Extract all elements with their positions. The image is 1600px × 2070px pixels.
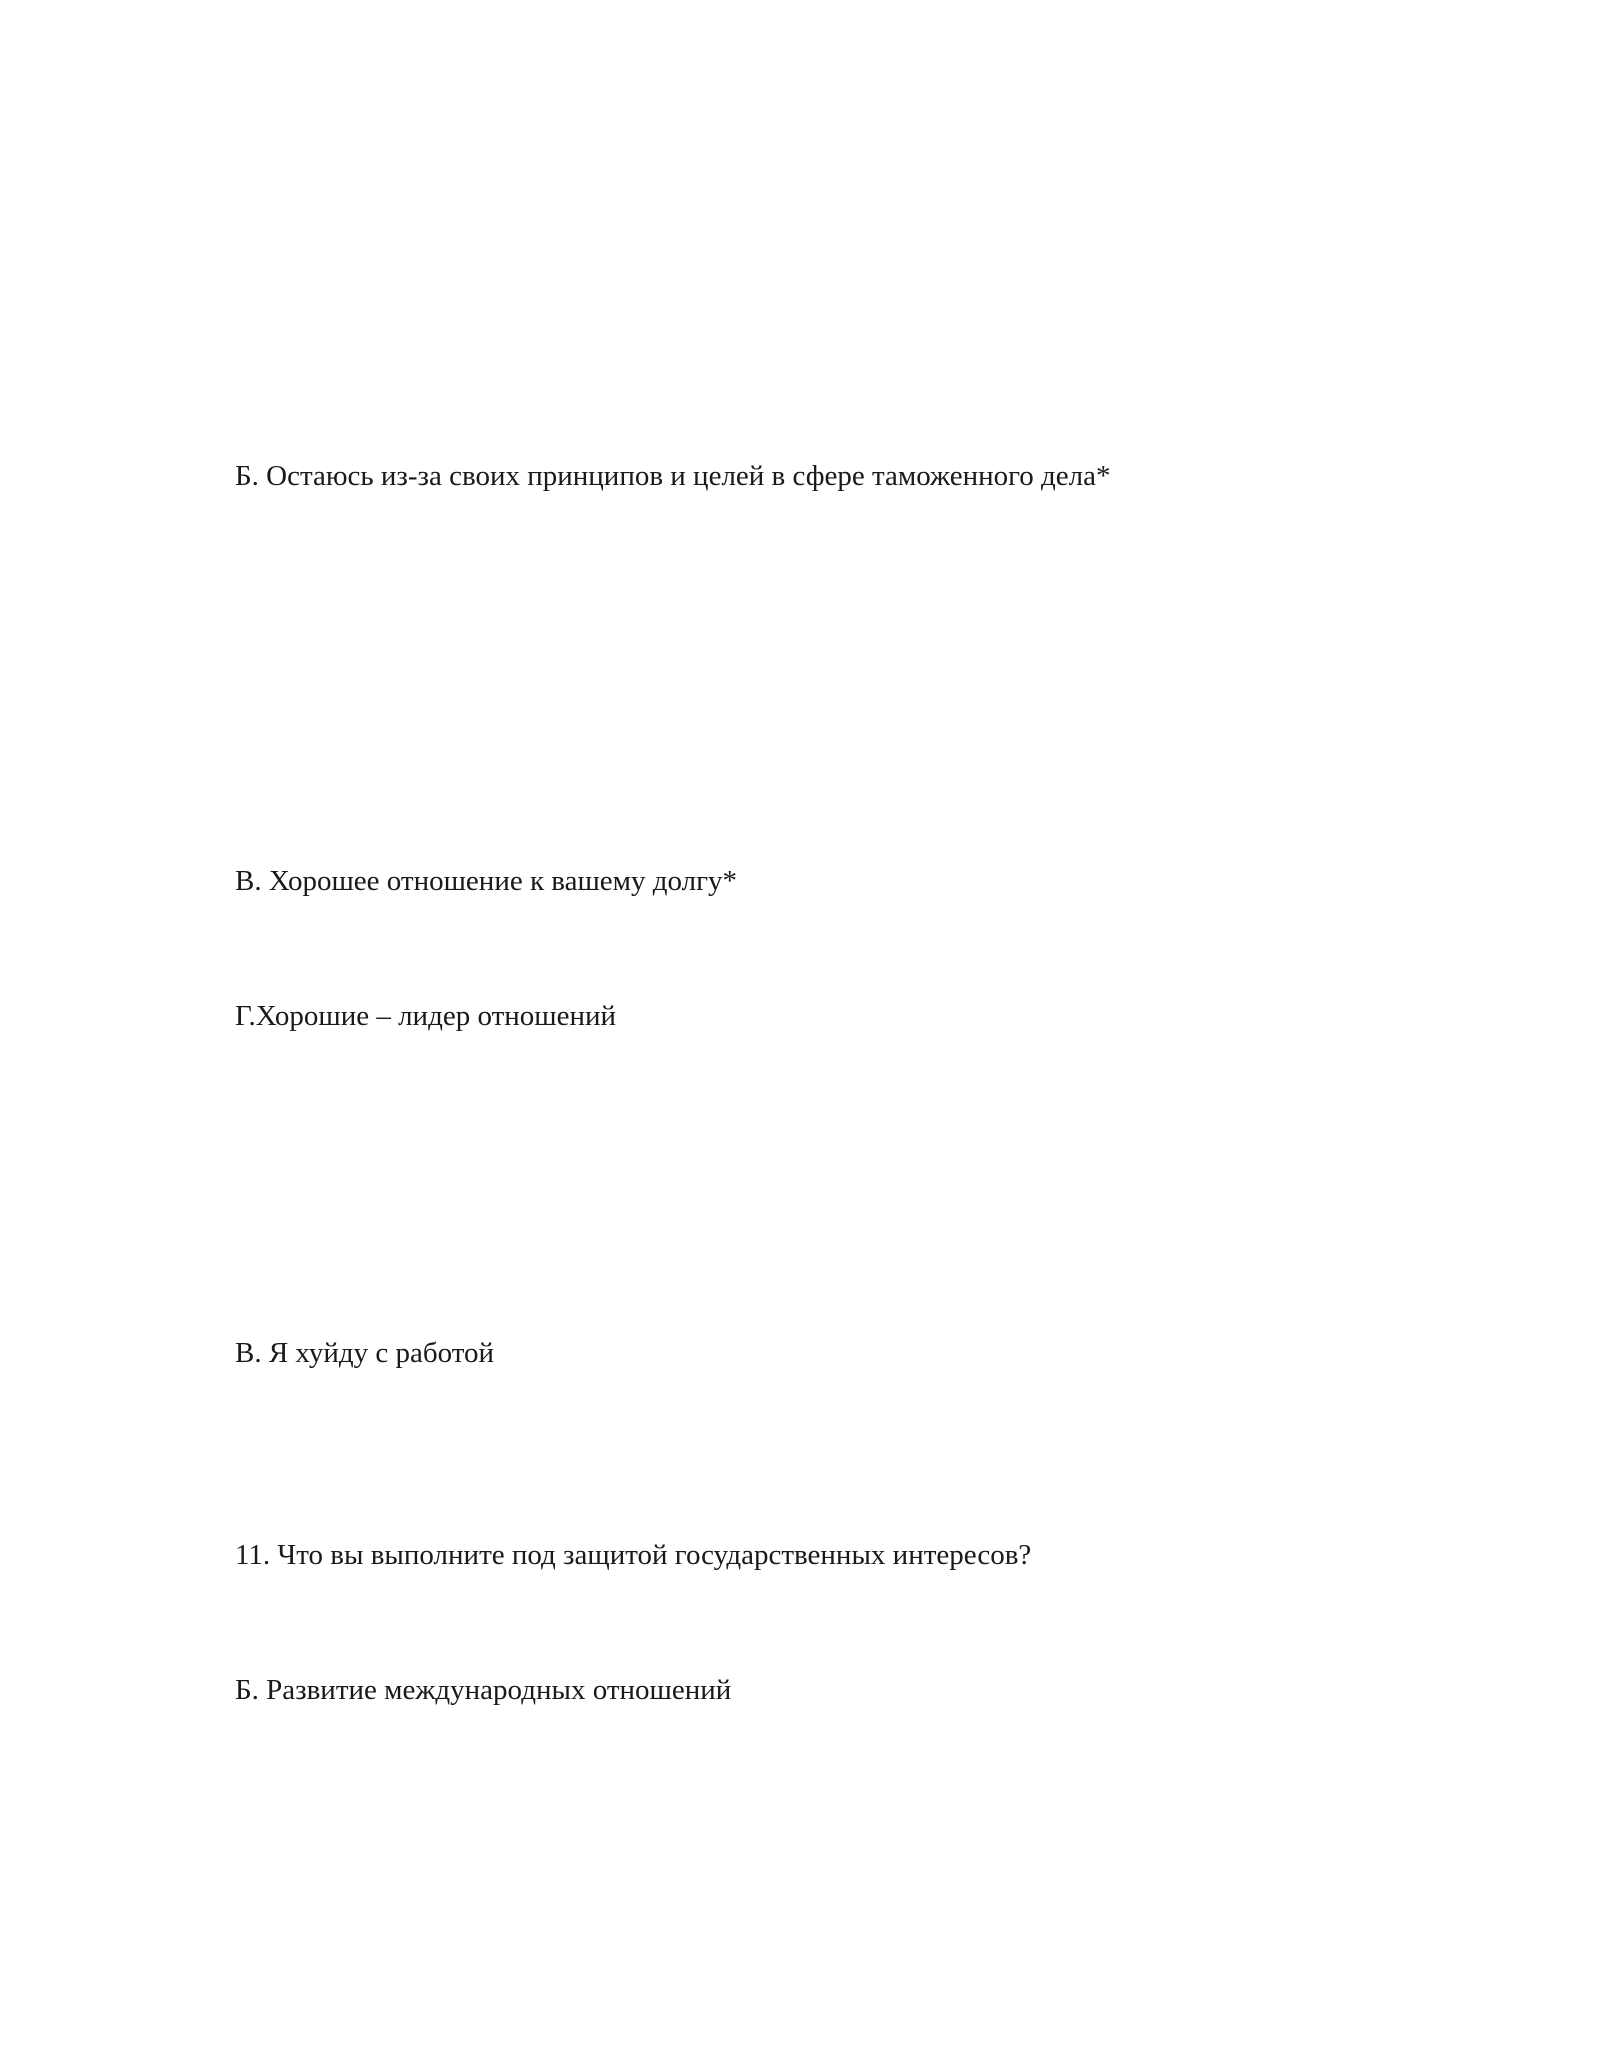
answer-option-b-2: Б. Развитие международных отношений [235,1674,732,1706]
answer-option-v-2: В. Я хуйду с работой [235,1337,495,1369]
answer-option-v: В. Хорошее отношение к вашему долгу* [235,865,738,897]
question-11: 11. Что вы выполните под защитой государственных интересов? [235,1539,1032,1571]
answer-option-g: Г.Хорошие – лидер отношений [235,1000,617,1032]
answer-option-b: Б. Остаюсь из-за своих принципов и целей в сфере таможенного дела* [235,460,1111,492]
